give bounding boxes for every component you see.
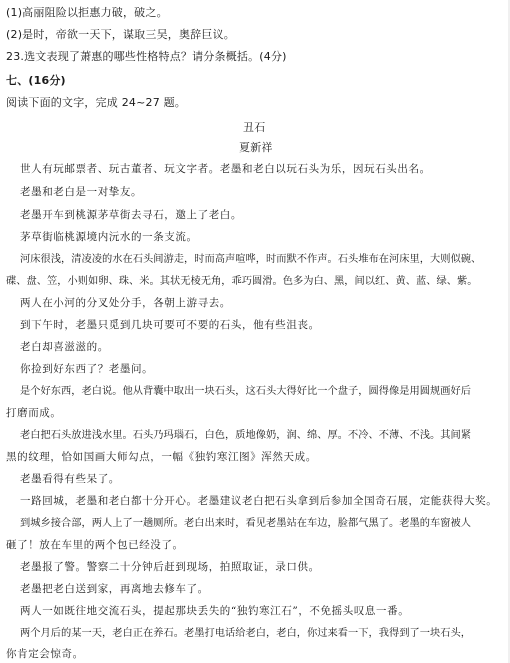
- story-line: 两人在小河的分叉处分手，各朝上游寻去。: [20, 297, 231, 309]
- story-line: 你捡到好东西了？老墨问。: [20, 363, 154, 375]
- story-line: 两个月后的某一天，老白正在养石。老墨打电话给老白，老白，你过来看一下，我得到了一块石头，: [20, 627, 472, 639]
- story-line: 老白却喜滋滋的。: [20, 341, 109, 353]
- story-line: 老墨和老白是一对挚友。: [20, 186, 143, 198]
- question-22-1: (1)高丽阻险以拒惠力破，破之。: [6, 6, 168, 19]
- story-line: 碟、盘、笠，小则如卵、珠、米。其状无棱无角，乖巧圆滑。色多为白、黑，间以红、黄、蓝、绿、紫。: [6, 275, 478, 287]
- story-line: 老白把石头放进浅水里。石头乃玛瑙石，白色，质地像奶，润、绵、厚。不冷、不薄、不浅。其间紧: [20, 429, 472, 441]
- question-22-2: (2)是时，帝欲一天下，谋取三吴，奥辞巨议。: [6, 28, 235, 41]
- story-line: 老墨报了警。警察二十分钟后赶到现场，拍照取证，录口供。: [20, 561, 320, 573]
- section-instruction: 阅读下面的文字，完成 24~27 题。: [6, 96, 187, 109]
- story-line: 老墨把老白送到家，再离地去修车了。: [20, 583, 209, 595]
- story-line: 到城乡接合部，两人上了一趟厕所。老白出来时，看见老墨站在车边，脸都气黑了。老墨的车窗被人: [20, 517, 472, 529]
- story-line: 老墨看得有些呆了。: [20, 473, 120, 485]
- story-line: 老墨开车到桃源茅草街去寻石，邀上了老白。: [20, 209, 242, 221]
- story-title: 丑石: [243, 121, 266, 134]
- story-line: 黑的纹理，恰如国画大师勾点，一幅《独钓寒江图》浑然天成。: [6, 451, 317, 463]
- story-line: 你肯定会惊奇。: [6, 648, 84, 660]
- story-line: 砸了！放在车里的两个包已经没了。: [6, 539, 184, 551]
- story-line: 河床很浅，清凌凌的水在石头间游走，时而高声喧哗，时而默不作声。石头堆布在河床里，大则似碗、: [20, 253, 482, 265]
- story-line: 茅草街临桃源境内沅水的一条支流。: [20, 231, 198, 243]
- story-line: 两人一如既往地交流石头，提起那块丢失的“独钓寒江石”，不免摇头叹息一番。: [20, 605, 410, 617]
- section-heading: 七、(16分): [6, 74, 66, 87]
- question-23: 23.选文表现了萧惠的哪些性格特点？请分条概括。(4分): [6, 50, 287, 63]
- story-line: 世人有玩邮票者、玩古董者、玩文字者。老墨和老白以玩石头为乐，因玩石头出名。: [20, 163, 431, 175]
- story-line: 到下午时，老墨只觅到几块可要可不要的石头，他有些沮丧。: [20, 319, 320, 331]
- story-line: 一路回城，老墨和老白都十分开心。老墨建议老白把石头拿到后参加全国奇石展，定能获得大奖。: [20, 495, 498, 507]
- story-line: 是个好东西，老白说。他从背囊中取出一块石头，这石头大得好比一个盘子，圆得像是用圆规画好后: [20, 385, 472, 397]
- story-line: 打磨而成。: [6, 407, 62, 419]
- story-author: 夏新祥: [239, 141, 273, 154]
